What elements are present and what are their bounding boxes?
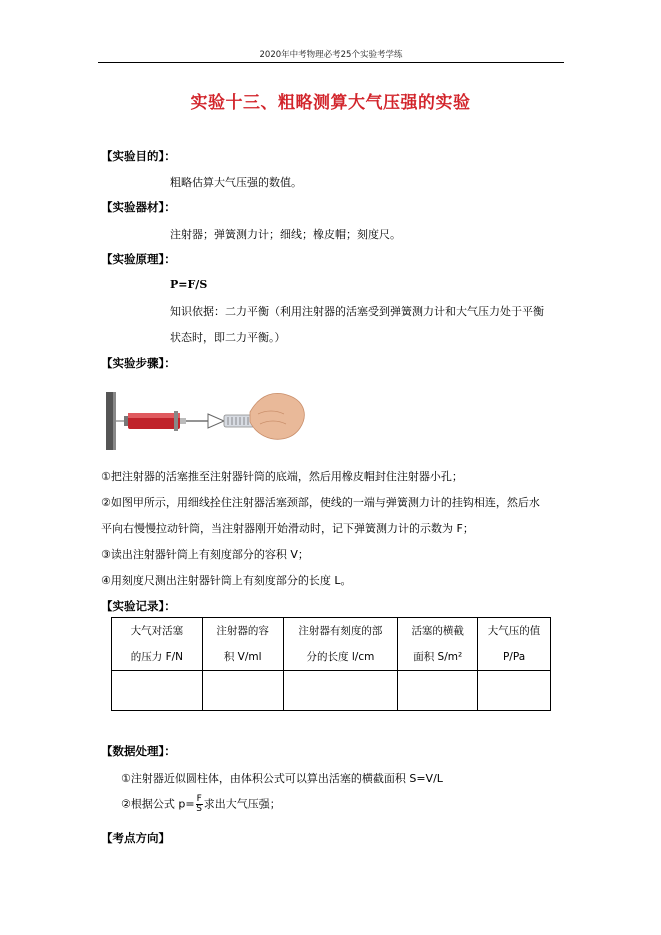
table-row: [112, 671, 551, 711]
column-header: 大气压的值 P/Pa: [478, 618, 551, 671]
page-title: 实验十三、粗略测算大气压强的实验: [190, 93, 471, 113]
processing-heading: 【数据处理】：: [101, 744, 176, 758]
processing-step-1: ①注射器近似圆柱体，由体积公式可以算出活塞的横截面积 S=V/L: [121, 772, 443, 785]
purpose-heading: 【实验目的】：: [101, 149, 176, 163]
table-cell: [478, 671, 551, 711]
column-header: 注射器有刻度的部 分的长度 l/cm: [283, 618, 398, 671]
principle-formula: P=F/S: [170, 278, 208, 291]
step-2-line-2: 平向右慢慢拉动针筒，当注射器刚开始滑动时，记下弹簧测力计的示数为 F；: [101, 522, 474, 535]
table-cell: [112, 671, 203, 711]
formula-suffix: 求出大气压强；: [203, 797, 281, 811]
equipment-heading: 【实验器材】：: [101, 200, 176, 214]
column-header: 活塞的横截 面积 S/m²: [398, 618, 478, 671]
fraction: [196, 795, 203, 814]
purpose-text: 粗略估算大气压强的数值。: [170, 176, 302, 189]
fraction-numerator: F: [196, 794, 202, 804]
steps-heading: 【实验步骤】：: [101, 356, 176, 370]
step-4: ④用刻度尺测出注射器针筒上有刻度部分的长度 L。: [101, 574, 352, 587]
table-cell: [398, 671, 478, 711]
hand: [250, 393, 304, 439]
experiment-illustration: [100, 384, 310, 454]
step-3: ③读出注射器针筒上有刻度部分的容积 V；: [101, 548, 309, 561]
page-header: 2020年中考物理必考25个实验考学练: [259, 50, 403, 60]
equipment-text: 注射器；弹簧测力计；细线；橡皮帽；刻度尺。: [170, 228, 401, 241]
record-table: [111, 617, 551, 711]
header-rule: [98, 62, 564, 63]
plunger-knob: [124, 416, 128, 426]
table-cell: [283, 671, 398, 711]
processing-step-2: [121, 795, 281, 814]
table-cell: [202, 671, 283, 711]
record-heading: 【实验记录】：: [101, 599, 176, 613]
principle-line-1: 知识依据：二力平衡（利用注射器的活塞受到弹簧测力计和大气压力处于平衡: [170, 305, 544, 318]
step-1: ①把注射器的活塞推至注射器针筒的底端，然后用橡皮帽封住注射器小孔；: [101, 470, 463, 483]
column-header: 注射器的容 积 V/ml: [202, 618, 283, 671]
step-2-line-1: ②如图甲所示，用细线拴住注射器活塞颈部，使线的一端与弹簧测力计的挂钩相连，然后水: [101, 496, 540, 509]
principle-line-2: 状态时，即二力平衡。）: [170, 331, 286, 344]
exam-heading: 【考点方向】: [101, 831, 170, 845]
principle-heading: 【实验原理】：: [101, 252, 176, 266]
fraction-denominator: S: [196, 804, 203, 814]
column-header: 大气对活塞 的压力 F/N: [112, 618, 203, 671]
formula-prefix: ②根据公式 p=: [121, 797, 195, 811]
table-header-row: [112, 618, 551, 671]
